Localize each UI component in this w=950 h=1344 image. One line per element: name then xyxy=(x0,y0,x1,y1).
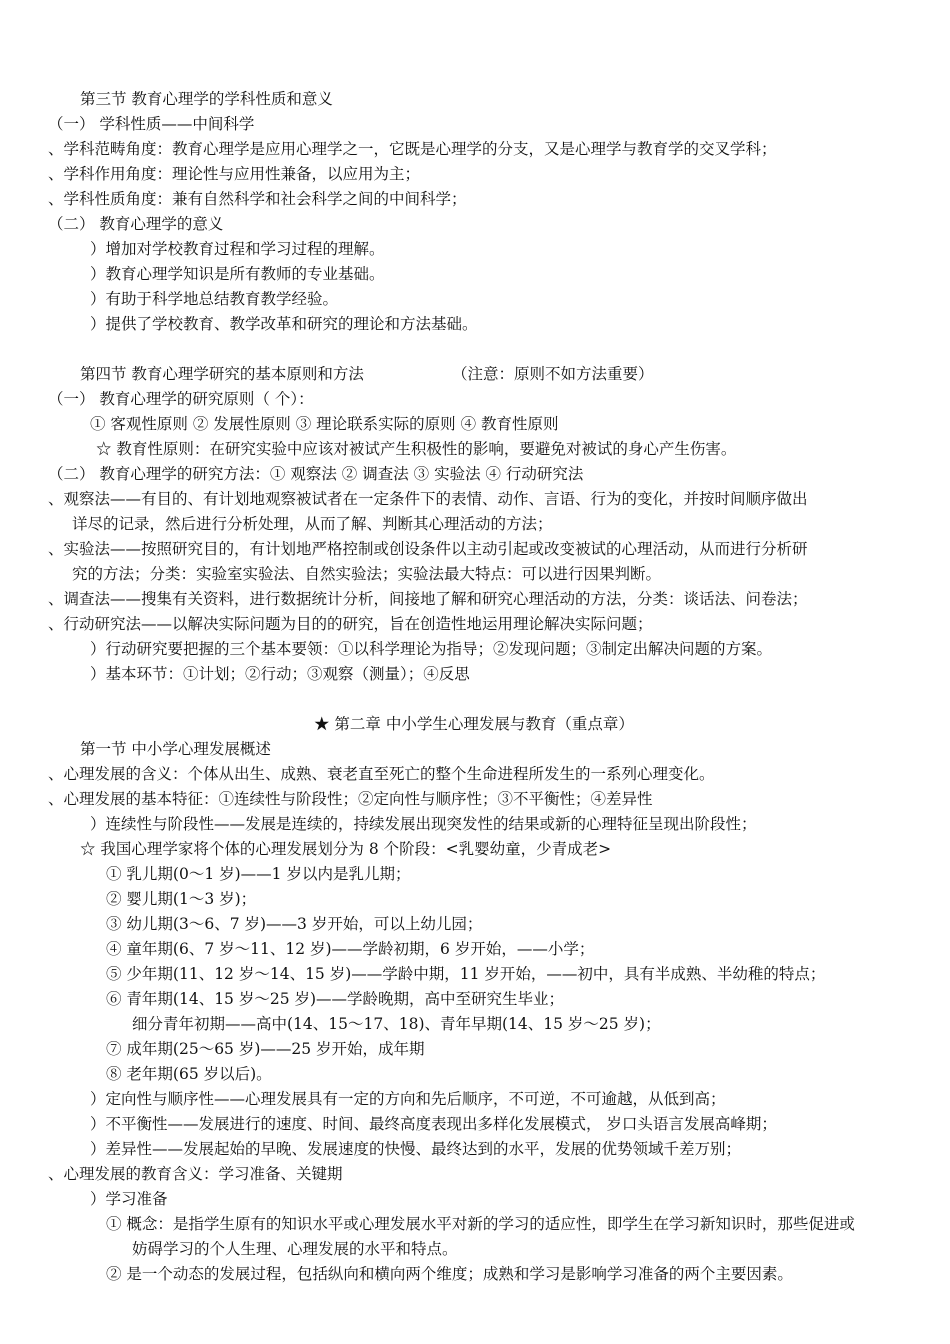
stage-item: ① 乳儿期(0～1 岁)——1 岁以内是乳儿期； xyxy=(106,865,411,883)
text-line: ② 是一个动态的发展过程，包括纵向和横向两个维度；成熟和学习是影响学习准备的两个主要因素。 xyxy=(106,1265,793,1283)
text-line: 、学科范畴角度：教育心理学是应用心理学之一，它既是心理学的分支，又是心理学与教育学的交叉学科； xyxy=(48,140,777,158)
text-line: ① 客观性原则 ② 发展性原则 ③ 理论联系实际的原则 ④ 教育性原则 xyxy=(90,415,559,433)
text-line: 、心理发展的含义：个体从出生、成熟、衰老直至死亡的整个生命进程所发生的一系列心理变化。 xyxy=(48,765,715,783)
text-line: 妨碍学习的个人生理、心理发展的水平和特点。 xyxy=(132,1240,458,1258)
text-line: 、学科性质角度：兼有自然科学和社会科学之间的中间科学； xyxy=(48,190,467,208)
text-line: 、心理发展的教育含义：学习准备、关键期 xyxy=(48,1165,343,1183)
stage-item: ④ 童年期(6、7 岁～11、12 岁)——学龄初期，6 岁开始，——小学； xyxy=(106,940,595,958)
text-line: ）增加对学校教育过程和学习过程的理解。 xyxy=(90,240,385,258)
text-line: 详尽的记录，然后进行分析处理，从而了解、判断其心理活动的方法； xyxy=(72,515,553,533)
text-line: 、学科作用角度：理论性与应用性兼备，以应用为主； xyxy=(48,165,421,183)
stage-item: ⑦ 成年期(25～65 岁)——25 岁开始，成年期 xyxy=(106,1040,425,1058)
stage-item: ② 婴儿期(1～3 岁)； xyxy=(106,890,257,908)
text-line: 、实验法——按照研究目的，有计划地严格控制或创设条件以主动引起或改变被试的心理活动，从而进行分析研 xyxy=(48,540,808,558)
text-line: ）连续性与阶段性——发展是连续的，持续发展出现突发性的结果或新的心理特征呈现出阶段性； xyxy=(90,815,757,833)
text-line: ① 概念：是指学生原有的知识水平或心理发展水平对新的学习的适应性，即学生在学习新知识时，那些促进或 xyxy=(106,1215,855,1233)
text-line: ☆ 我国心理学家将个体的心理发展划分为 8 个阶段：<乳婴幼童，少青成老> xyxy=(80,840,612,858)
text-line: 、行动研究法——以解决实际问题为目的的研究，旨在创造性地运用理论解决实际问题； xyxy=(48,615,653,633)
text-line: ）基本环节：①计划；②行动；③观察（测量）；④反思 xyxy=(90,665,470,683)
section-1-title: 第一节 中小学心理发展概述 xyxy=(80,740,271,758)
stage-item: ③ 幼儿期(3～6、7 岁)——3 岁开始，可以上幼儿园； xyxy=(106,915,483,933)
section-4-title: 第四节 教育心理学研究的基本原则和方法 xyxy=(80,365,364,383)
subsection-1-title: （一） 教育心理学的研究原则（ 个）： xyxy=(48,390,314,408)
text-line: ）行动研究要把握的三个基本要领：①以科学理论为指导；②发现问题；③制定出解决问题的方案。 xyxy=(90,640,773,658)
stage-item: ⑥ 青年期(14、15 岁～25 岁)——学龄晚期，高中至研究生毕业； xyxy=(106,990,565,1008)
stage-item: ⑤ 少年期(11、12 岁～14、15 岁)——学龄中期，11 岁开始，——初中，具有半成熟、半幼稚的特点； xyxy=(106,965,826,983)
text-line: 、心理发展的基本特征：①连续性与阶段性；②定向性与顺序性；③不平衡性；④差异性 xyxy=(48,790,653,808)
text-line: ）学习准备 xyxy=(90,1190,168,1208)
text-line: ）不平衡性——发展进行的速度、时间、最终高度表现出多样化发展模式， 岁口头语言发展高峰期； xyxy=(90,1115,777,1133)
text-line: 、调查法——搜集有关资料，进行数据统计分析，间接地了解和研究心理活动的方法，分类：谈话法、问卷法； xyxy=(48,590,808,608)
text-line: ）提供了学校教育、教学改革和研究的理论和方法基础。 xyxy=(90,315,478,333)
text-line: 、观察法——有目的、有计划地观察被试者在一定条件下的表情、动作、言语、行为的变化，并按时间顺序做出 xyxy=(48,490,808,508)
chapter-2-title: ★ 第二章 中小学生心理发展与教育（重点章） xyxy=(314,715,634,733)
section-4-note: （注意：原则不如方法重要） xyxy=(452,365,654,383)
text-line: ）差异性——发展起始的早晚、发展速度的快慢、最终达到的水平，发展的优势领域千差万别； xyxy=(90,1140,742,1158)
subsection-1-title: （一） 学科性质——中间科学 xyxy=(48,115,255,133)
text-line: ☆ 教育性原则：在研究实验中应该对被试产生积极性的影响，要避免对被试的身心产生伤害。 xyxy=(96,440,737,458)
section-3-title: 第三节 教育心理学的学科性质和意义 xyxy=(80,90,333,108)
text-line: 究的方法；分类：实验室实验法、自然实验法；实验法最大特点：可以进行因果判断。 xyxy=(72,565,662,583)
subsection-2-title: （二） 教育心理学的研究方法：① 观察法 ② 调查法 ③ 实验法 ④ 行动研究法 xyxy=(48,465,584,483)
text-line: ）有助于科学地总结教育教学经验。 xyxy=(90,290,339,308)
subsection-2-title: （二） 教育心理学的意义 xyxy=(48,215,224,233)
stage-item-detail: 细分青年初期——高中(14、15～17、18)、青年早期(14、15 岁～25 岁)； xyxy=(132,1015,661,1033)
text-line: ）定向性与顺序性——心理发展具有一定的方向和先后顺序，不可逆，不可逾越，从低到高； xyxy=(90,1090,726,1108)
stage-item: ⑧ 老年期(65 岁以后)。 xyxy=(106,1065,272,1083)
text-line: ）教育心理学知识是所有教师的专业基础。 xyxy=(90,265,385,283)
